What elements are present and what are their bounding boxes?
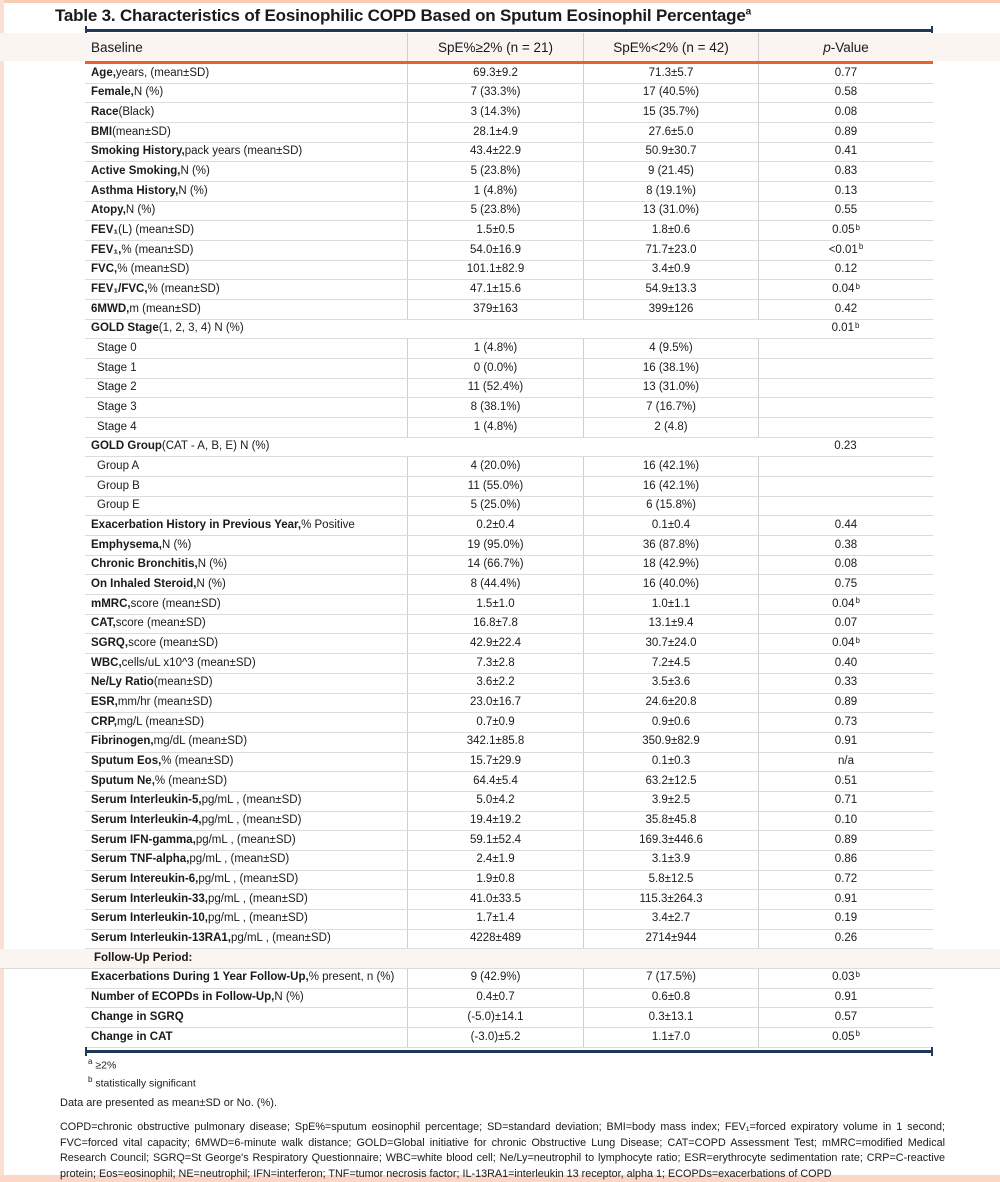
- value-cell-spe-ge2: 1 (4.8%): [407, 418, 583, 437]
- table-row: [85, 143, 933, 163]
- value-cell-spe-lt2: 50.9±30.7: [583, 143, 758, 162]
- row-label: Age, years, (mean±SD): [91, 66, 210, 79]
- value-cell-spe-ge2: 15.7±29.9: [407, 753, 583, 772]
- p-value-cell: 0.91: [758, 989, 933, 1008]
- value-cell-spe-ge2: 64.4±5.4: [407, 772, 583, 791]
- value-cell-spe-lt2: 2714±944: [583, 930, 758, 949]
- section-header-row: [0, 949, 1000, 969]
- p-value-cell: 0.05 $^b$: [758, 221, 933, 240]
- p-value-cell: [758, 339, 933, 358]
- p-value-cell: 0.89: [758, 831, 933, 850]
- value-cell-spe-ge2: 3.6±2.2: [407, 674, 583, 693]
- p-value-cell: 0.40: [758, 654, 933, 673]
- characteristics-table-body: [0, 64, 1000, 1048]
- value-cell-spe-lt2: 7 (17.5%): [583, 969, 758, 988]
- row-label: Change in SGRQ: [91, 1010, 184, 1023]
- footnote-a: [88, 1057, 116, 1072]
- page-border-top: [0, 0, 1000, 3]
- row-label: Fibrinogen, mg/dL (mean±SD): [91, 735, 248, 748]
- value-cell-spe-lt2: 1.1±7.0: [583, 1028, 758, 1047]
- value-cell-spe-ge2: 23.0±16.7: [407, 694, 583, 713]
- table-row: [85, 1008, 933, 1028]
- table-row: [85, 989, 933, 1009]
- row-label: Stage 3: [97, 401, 137, 413]
- p-value-cell: 0.91: [758, 890, 933, 909]
- row-label: Group B: [97, 479, 140, 492]
- value-cell-spe-lt2: 13.1±9.4: [583, 615, 758, 634]
- row-label: Serum Interleukin-10, pg/mL , (mean±SD): [91, 912, 308, 925]
- table-row: [85, 536, 933, 556]
- row-label: Serum IFN-gamma, pg/mL , (mean±SD): [91, 833, 296, 846]
- table-row: [85, 792, 933, 812]
- value-cell-spe-lt2: 71.7±23.0: [583, 241, 758, 260]
- column-header-spe-ge2: SpE%≥2% (n = 21): [407, 33, 583, 61]
- p-value-cell: 0.51: [758, 772, 933, 791]
- table-row: [85, 123, 933, 143]
- p-value-italic-p: p: [823, 39, 831, 55]
- value-cell-spe-lt2: 13 (31.0%): [583, 379, 758, 398]
- table-row: [85, 438, 933, 458]
- p-value-cell: [758, 497, 933, 516]
- row-label: Serum Intereukin-6, pg/mL , (mean±SD): [91, 873, 299, 886]
- value-cell-spe-ge2: 342.1±85.8: [407, 733, 583, 752]
- value-cell-spe-ge2: 42.9±22.4: [407, 634, 583, 653]
- value-cell-spe-ge2: 1.5±1.0: [407, 595, 583, 614]
- p-value-cell: 0.05 $^b$: [758, 1028, 933, 1047]
- table-header-row: [0, 33, 1000, 61]
- row-label: Serum TNF-alpha, pg/mL , (mean±SD): [91, 853, 290, 866]
- row-label: Stage 1: [97, 361, 137, 374]
- row-label: mMRC, score (mean±SD): [91, 597, 221, 610]
- value-cell-spe-lt2: 2 (4.8): [583, 418, 758, 437]
- table-row: [85, 851, 933, 871]
- p-value-cell: n/a: [758, 753, 933, 772]
- value-cell-spe-lt2: 5.8±12.5: [583, 871, 758, 890]
- p-value-cell: 0.26: [758, 930, 933, 949]
- table-row: [85, 575, 933, 595]
- p-value-cell: 0.57: [758, 1008, 933, 1027]
- p-value-cell: 0.01 $^b$: [831, 321, 860, 335]
- table-row: [85, 261, 933, 281]
- value-cell-spe-ge2: (-3.0)±5.2: [407, 1028, 583, 1047]
- row-label: Active Smoking, N (%): [91, 164, 210, 177]
- value-cell-spe-ge2: 9 (42.9%): [407, 969, 583, 988]
- value-cell-spe-lt2: 16 (38.1%): [583, 359, 758, 378]
- row-label: Serum Interleukin-4, pg/mL , (mean±SD): [91, 814, 302, 827]
- p-value-cell: [758, 477, 933, 496]
- table-row: [85, 930, 933, 950]
- table-row: [85, 182, 933, 202]
- value-cell-spe-lt2: 399±126: [583, 300, 758, 319]
- footnote-a-marker: a: [88, 1057, 93, 1066]
- p-value-cell: 0.58: [758, 84, 933, 103]
- row-label: Group A: [97, 460, 140, 473]
- p-value-cell: [758, 379, 933, 398]
- table-row: [85, 418, 933, 438]
- table-row: [85, 64, 933, 84]
- p-value-cell: [758, 457, 933, 476]
- value-cell-spe-lt2: 3.1±3.9: [583, 851, 758, 870]
- value-cell-spe-ge2: 379±163: [407, 300, 583, 319]
- p-value-cell: 0.71: [758, 792, 933, 811]
- p-value-cell: 0.03 $^b$: [758, 969, 933, 988]
- value-cell-spe-ge2: 8 (38.1%): [407, 398, 583, 417]
- table-row: [85, 398, 933, 418]
- p-value-cell: 0.73: [758, 713, 933, 732]
- table-row: [85, 890, 933, 910]
- row-label: Smoking History, pack years (mean±SD): [91, 145, 303, 158]
- value-cell-spe-ge2: 7 (33.3%): [407, 84, 583, 103]
- table-row: [85, 202, 933, 222]
- p-value-cell: 0.13: [758, 182, 933, 201]
- row-label: Sputum Eos, % (mean±SD): [91, 755, 234, 768]
- row-label: CAT, score (mean±SD): [91, 617, 206, 630]
- table-row: [85, 241, 933, 261]
- value-cell-spe-ge2: 19.4±19.2: [407, 812, 583, 831]
- value-cell-spe-lt2: 17 (40.5%): [583, 84, 758, 103]
- p-value-cell: 0.04 $^b$: [758, 634, 933, 653]
- table-row: [85, 300, 933, 320]
- row-label: Serum Interleukin-33, pg/mL , (mean±SD): [91, 892, 308, 905]
- table-row: [85, 733, 933, 753]
- p-value-cell: 0.75: [758, 575, 933, 594]
- table-row: [85, 221, 933, 241]
- p-value-cell: 0.44: [758, 516, 933, 535]
- value-cell-spe-lt2: 6 (15.8%): [583, 497, 758, 516]
- value-cell-spe-lt2: 9 (21.45): [583, 162, 758, 181]
- value-cell-spe-ge2: 3 (14.3%): [407, 103, 583, 122]
- table-row: [85, 694, 933, 714]
- table-row: [85, 379, 933, 399]
- p-value-cell: 0.86: [758, 851, 933, 870]
- row-label: Chronic Bronchitis, N (%): [91, 558, 228, 571]
- value-cell-spe-ge2: 4228±489: [407, 930, 583, 949]
- footnote-b-marker: b: [88, 1075, 93, 1084]
- p-value-cell: 0.08: [758, 103, 933, 122]
- table-row: [85, 556, 933, 576]
- row-label: Exacerbations During 1 Year Follow-Up, % present, n (%): [91, 971, 395, 984]
- value-cell-spe-lt2: 71.3±5.7: [583, 64, 758, 83]
- value-cell-spe-ge2: 0.4±0.7: [407, 989, 583, 1008]
- table-row: [85, 84, 933, 104]
- p-value-cell: 0.08: [758, 556, 933, 575]
- row-label: Group E: [97, 499, 140, 512]
- footnote-b-text: statistically significant: [92, 1077, 196, 1090]
- p-value-cell: 0.89: [758, 694, 933, 713]
- section-header-label: Follow-Up Period:: [94, 951, 193, 964]
- row-label: Exacerbation History in Previous Year, % Positive: [91, 519, 355, 532]
- value-cell-spe-ge2: 101.1±82.9: [407, 261, 583, 280]
- value-cell-spe-lt2: 0.1±0.3: [583, 753, 758, 772]
- data-presentation-note: Data are presented as mean±SD or No. (%).: [60, 1097, 277, 1109]
- value-cell-spe-ge2: 0 (0.0%): [407, 359, 583, 378]
- p-value-cell: 0.04 $^b$: [758, 280, 933, 299]
- p-value-cell: 0.42: [758, 300, 933, 319]
- value-cell-spe-ge2: 8 (44.4%): [407, 575, 583, 594]
- p-value-rest: -Value: [830, 39, 869, 55]
- value-cell-spe-ge2: 47.1±15.6: [407, 280, 583, 299]
- p-value-cell: 0.91: [758, 733, 933, 752]
- value-cell-spe-lt2: 3.4±0.9: [583, 261, 758, 280]
- p-value-cell: 0.83: [758, 162, 933, 181]
- table-row: [85, 339, 933, 359]
- row-label: Stage 2: [97, 381, 137, 394]
- value-cell-spe-lt2: 16 (40.0%): [583, 575, 758, 594]
- row-label: FEV₁ (L) (mean±SD): [91, 223, 195, 236]
- row-label: Serum Interleukin-13RA1, pg/mL , (mean±SD): [91, 932, 331, 945]
- value-cell-spe-lt2: 54.9±13.3: [583, 280, 758, 299]
- value-cell-spe-lt2: 35.8±45.8: [583, 812, 758, 831]
- row-label: Asthma History, N (%): [91, 184, 208, 197]
- row-label: GOLD Group (CAT - A, B, E) N (%): [91, 440, 270, 453]
- value-cell-spe-ge2: 69.3±9.2: [407, 64, 583, 83]
- table-row: [85, 1028, 933, 1048]
- table-title: [55, 6, 985, 26]
- value-cell-spe-lt2: 8 (19.1%): [583, 182, 758, 201]
- value-cell-spe-lt2: 115.3±264.3: [583, 890, 758, 909]
- value-cell-spe-lt2: 16 (42.1%): [583, 457, 758, 476]
- value-cell-spe-lt2: 3.9±2.5: [583, 792, 758, 811]
- table-row: [85, 615, 933, 635]
- value-cell-spe-ge2: 11 (55.0%): [407, 477, 583, 496]
- row-label: Ne/Ly Ratio (mean±SD): [91, 676, 213, 689]
- value-cell-spe-ge2: 5 (25.0%): [407, 497, 583, 516]
- column-header-p-value: [758, 33, 933, 61]
- row-label: On Inhaled Steroid, N (%): [91, 578, 226, 591]
- row-label: WBC, cells/uL x10^3 (mean±SD): [91, 656, 256, 669]
- p-value-cell: <0.01 $^b$: [758, 241, 933, 260]
- row-label: Stage 0: [97, 341, 137, 354]
- table-title-text: Table 3. Characteristics of Eosinophilic COPD Based on Sputum Eosinophil Percentage: [55, 6, 746, 25]
- table-row: [85, 516, 933, 536]
- value-cell-spe-ge2: 1 (4.8%): [407, 182, 583, 201]
- table-row: [85, 457, 933, 477]
- value-cell-spe-lt2: 1.0±1.1: [583, 595, 758, 614]
- value-cell-spe-lt2: 7.2±4.5: [583, 654, 758, 673]
- table-header-grid: [85, 33, 933, 61]
- table-row: [85, 831, 933, 851]
- value-cell-spe-ge2: 41.0±33.5: [407, 890, 583, 909]
- value-cell-spe-lt2: 0.3±13.1: [583, 1008, 758, 1027]
- top-bracket-line: [85, 29, 933, 32]
- value-cell-spe-lt2: 3.5±3.6: [583, 674, 758, 693]
- table-row: [85, 280, 933, 300]
- value-cell-spe-lt2: 24.6±20.8: [583, 694, 758, 713]
- table-row: [85, 595, 933, 615]
- row-label: Sputum Ne, % (mean±SD): [91, 774, 228, 787]
- value-cell-spe-ge2: 2.4±1.9: [407, 851, 583, 870]
- table-row: [85, 674, 933, 694]
- p-value-cell: [758, 359, 933, 378]
- value-cell-spe-lt2: 1.8±0.6: [583, 221, 758, 240]
- abbreviations-note: COPD=chronic obstructive pulmonary disease; SpE%=sputum eosinophil percentage; SD=standard deviation; BMI=body mass index; FEV₁=forced expiratory volume in 1 second; FVC=forced vital capacity; 6MWD=6-minute walk distance; GOLD=Global initiative for chronic Obstructive Lung Disease; CAT=COPD Assessment Test; mMRC=modified Medical Research Council; SGRQ=St George's Respiratory Questionnaire; WBC=white blood cell; Ne/Ly=neutrophil to lymphocyte ratio; ESR=erythrocyte sedimentation rate; CRP=C-reactive protein; Eos=eosinophil; NE=neutrophil; IFN=interferon; TNF=tumor necrosis factor; IL-13RA1=interleukin 13 receptor, alpha 1; ECOPDs=exacerbations of COPD: [60, 1121, 945, 1180]
- value-cell-spe-lt2: 18 (42.9%): [583, 556, 758, 575]
- p-value-cell: 0.55: [758, 202, 933, 221]
- value-cell-spe-ge2: 1 (4.8%): [407, 339, 583, 358]
- value-cell-spe-ge2: 0.7±0.9: [407, 713, 583, 732]
- value-cell-spe-lt2: 15 (35.7%): [583, 103, 758, 122]
- value-cell-spe-ge2: 43.4±22.9: [407, 143, 583, 162]
- bottom-bracket-line: [85, 1050, 933, 1053]
- value-cell-spe-ge2: 16.8±7.8: [407, 615, 583, 634]
- row-label: Female, N (%): [91, 86, 164, 99]
- row-label: FVC, % (mean±SD): [91, 263, 190, 276]
- footnote-b: [88, 1075, 196, 1090]
- table-row: [85, 634, 933, 654]
- column-header-spe-lt2: SpE%<2% (n = 42): [583, 33, 758, 61]
- row-label: Race (Black): [91, 105, 155, 118]
- value-cell-spe-ge2: 7.3±2.8: [407, 654, 583, 673]
- footnote-a-text: ≥2%: [92, 1059, 117, 1072]
- table-row: [85, 162, 933, 182]
- p-value-cell: 0.38: [758, 536, 933, 555]
- row-label: FEV₁, % (mean±SD): [91, 243, 194, 256]
- value-cell-spe-ge2: 5 (23.8%): [407, 202, 583, 221]
- p-value-cell: 0.19: [758, 910, 933, 929]
- table-row: [85, 772, 933, 792]
- row-label: Number of ECOPDs in Follow-Up, N (%): [91, 991, 304, 1004]
- value-cell-spe-ge2: 5.0±4.2: [407, 792, 583, 811]
- value-cell-spe-lt2: 36 (87.8%): [583, 536, 758, 555]
- table-row: [85, 871, 933, 891]
- p-value-cell: 0.04 $^b$: [758, 595, 933, 614]
- row-label: CRP, mg/L (mean±SD): [91, 715, 205, 728]
- row-label: Emphysema, N (%): [91, 538, 192, 551]
- row-label: Serum Interleukin-5, pg/mL , (mean±SD): [91, 794, 302, 807]
- p-value-cell: 0.07: [758, 615, 933, 634]
- value-cell-spe-ge2: 11 (52.4%): [407, 379, 583, 398]
- p-value-cell: [758, 398, 933, 417]
- table-row: [85, 359, 933, 379]
- value-cell-spe-lt2: 0.1±0.4: [583, 516, 758, 535]
- value-cell-spe-lt2: 13 (31.0%): [583, 202, 758, 221]
- table-title-superscript: a: [745, 6, 751, 18]
- table-row: [85, 910, 933, 930]
- table-row: [85, 320, 933, 340]
- value-cell-spe-lt2: 0.9±0.6: [583, 713, 758, 732]
- value-cell-spe-lt2: 63.2±12.5: [583, 772, 758, 791]
- row-label: FEV₁/FVC, % (mean±SD): [91, 282, 220, 295]
- value-cell-spe-lt2: 16 (42.1%): [583, 477, 758, 496]
- value-cell-spe-ge2: 5 (23.8%): [407, 162, 583, 181]
- row-label: GOLD Stage (1, 2, 3, 4) N (%): [91, 322, 244, 335]
- value-cell-spe-ge2: 28.1±4.9: [407, 123, 583, 142]
- column-header-baseline: Baseline: [91, 39, 143, 55]
- value-cell-spe-ge2: 4 (20.0%): [407, 457, 583, 476]
- row-label: Change in CAT: [91, 1030, 173, 1043]
- p-value-cell: 0.41: [758, 143, 933, 162]
- value-cell-spe-lt2: 169.3±446.6: [583, 831, 758, 850]
- p-value-cell: 0.10: [758, 812, 933, 831]
- p-value-cell: 0.12: [758, 261, 933, 280]
- p-value-cell: 0.72: [758, 871, 933, 890]
- table-row: [85, 103, 933, 123]
- value-cell-spe-lt2: 0.6±0.8: [583, 989, 758, 1008]
- p-value-cell: [758, 418, 933, 437]
- table-row: [85, 713, 933, 733]
- table-row: [85, 753, 933, 773]
- p-value-cell: 0.89: [758, 123, 933, 142]
- value-cell-spe-ge2: 1.7±1.4: [407, 910, 583, 929]
- value-cell-spe-lt2: 27.6±5.0: [583, 123, 758, 142]
- row-label: SGRQ, score (mean±SD): [91, 637, 219, 650]
- value-cell-spe-lt2: 7 (16.7%): [583, 398, 758, 417]
- row-label: Stage 4: [97, 420, 137, 433]
- table-row: [85, 477, 933, 497]
- p-value-cell: 0.23: [834, 440, 857, 453]
- table-row: [85, 497, 933, 517]
- row-label: 6MWD, m (mean±SD): [91, 302, 201, 315]
- p-value-cell: 0.77: [758, 64, 933, 83]
- value-cell-spe-ge2: (-5.0)±14.1: [407, 1008, 583, 1027]
- value-cell-spe-ge2: 1.5±0.5: [407, 221, 583, 240]
- value-cell-spe-ge2: 59.1±52.4: [407, 831, 583, 850]
- value-cell-spe-lt2: 4 (9.5%): [583, 339, 758, 358]
- p-value-cell: 0.33: [758, 674, 933, 693]
- value-cell-spe-ge2: 1.9±0.8: [407, 871, 583, 890]
- value-cell-spe-lt2: 30.7±24.0: [583, 634, 758, 653]
- value-cell-spe-ge2: 54.0±16.9: [407, 241, 583, 260]
- table-row: [85, 969, 933, 989]
- value-cell-spe-ge2: 19 (95.0%): [407, 536, 583, 555]
- value-cell-spe-ge2: 0.2±0.4: [407, 516, 583, 535]
- row-label: ESR, mm/hr (mean±SD): [91, 696, 213, 709]
- value-cell-spe-ge2: 14 (66.7%): [407, 556, 583, 575]
- table-row: [85, 654, 933, 674]
- value-cell-spe-lt2: 3.4±2.7: [583, 910, 758, 929]
- row-label: Atopy, N (%): [91, 204, 156, 217]
- value-cell-spe-lt2: 350.9±82.9: [583, 733, 758, 752]
- table-row: [85, 812, 933, 832]
- row-label: BMI (mean±SD): [91, 125, 171, 138]
